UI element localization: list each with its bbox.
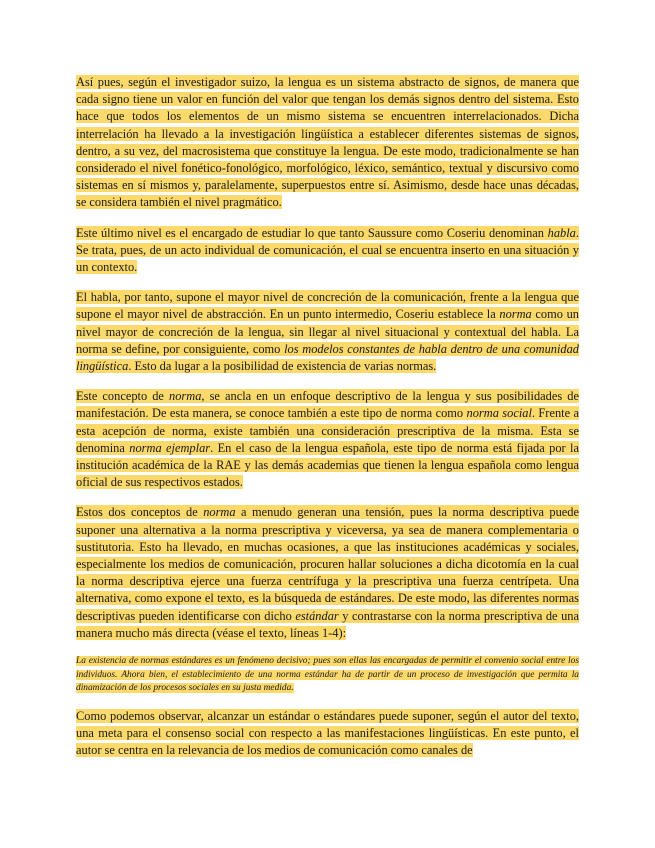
paragraph-2 xyxy=(76,225,579,277)
paragraph-text: como un nivel mayor de concreción de la lengua, sin llegar al nivel situacional y contextual del habla. La norma se define, por consiguiente, como xyxy=(76,307,579,356)
block-quote xyxy=(76,655,579,696)
paragraph-text: a menudo generan una tensión, pues la norma descriptiva puede suponer una alternativa a la norma prescriptiva y viceversa, ya sea de manera complementaria o sustitutoria. Esto ha llevado, en muchas ocasiones, a que las instituciones académicas y sociales, especialmente los medios de comunicación, procuren hallar soluciones a dicha dicotomía en la cual la norma descriptiva ejerce una fuerza centrífuga y la prescriptiva una fuerza centrípeta. Una alternativa, como expone el texto, es la búsqueda de estándares. De este modo, las diferentes normas descriptivas pueden identificarse con dicho xyxy=(76,505,580,623)
paragraph-text: Estos dos conceptos de xyxy=(76,505,204,520)
paragraph-text: . En el caso de la lengua española, este tipo de norma está fijada por la institución académica de la RAE y las demás academias que tienen la lengua española como lengua oficial de sus respectivos estados. xyxy=(76,440,579,490)
paragraph-text: . Esto da lugar a la posibilidad de existencia de varias normas. xyxy=(128,359,437,374)
paragraph-last-text: Como podemos observar, alcanzar un estándar o estándares puede suponer, según el autor del texto, una meta para el consenso social con respecto a las manifestaciones lingüísticas. En este punto, el autor se centra en la relevancia de los medios de comunicación como canales de xyxy=(76,708,579,758)
paragraph-text: , se ancla en un enfoque descriptivo de la lengua y sus posibilidades de manifestación. De esta manera, se conoce también a este tipo de norma como xyxy=(76,389,579,421)
paragraph-text: y contrastarse con la norma prescriptiva de una manera mucho más directa (véase el texto, líneas 1-4): xyxy=(76,608,579,640)
italic-term: norma xyxy=(203,505,236,520)
body-paragraphs xyxy=(76,74,579,642)
paragraph-text: Este concepto de xyxy=(76,389,170,404)
italic-term: norma xyxy=(169,389,202,404)
italic-term: norma ejemplar xyxy=(129,440,211,455)
italic-term: norma social xyxy=(466,406,532,421)
paragraph-text: . Frente a esta acepción de norma, existe también una consideración prescriptiva de la misma. Esta se denomina xyxy=(76,406,579,455)
paragraph-text: Este último nivel es el encargado de estudiar lo que tanto Saussure como Coseriu denominan xyxy=(76,225,548,240)
paragraph-4 xyxy=(76,388,579,491)
italic-term: habla xyxy=(547,225,576,240)
paragraph-text: El habla, por tanto, supone el mayor nivel de concreción de la comunicación, frente a la lengua que supone el mayor nivel de abstracción. En un punto intermedio, Coseriu establece la xyxy=(76,290,579,322)
paragraph-text: Así pues, según el investigador suizo, la lengua es un sistema abstracto de signos, de manera que cada signo tiene un valor en función del valor que tengan los demás signos dentro del sistema. Esto hace que todos los elementos de un mismo sistema se encuentren interrelacionados. Dicha interrelación ha llevado a la investigación lingüística a establecer diferentes sistemas de signos, dentro, a su vez, del macrosistema que constituye la lengua. De este modo, tradicionalmente se han considerado el nivel fonético-fonológico, morfológico, léxico, semántico, textual y discursivo como sistemas en sí mismos y, paralelamente, superpuestos entre sí. Asimismo, desde hace unas décadas, se considera también el nivel pragmático. xyxy=(76,75,579,210)
paragraph-1 xyxy=(76,74,579,212)
paragraph-3 xyxy=(76,289,579,375)
paragraph-text: . Se trata, pues, de un acto individual de comunicación, el cual se encuentra inserto en una situación y un contexto. xyxy=(76,225,579,275)
block-quote-text: La existencia de normas estándares es un fenómeno decisivo; pues son ellas las encargadas de permitir el convenio social entre los individuos. Ahora bien, el establecimiento de una norma estándar ha de partir de un proceso de investigación que permita la dinamización de los procesos sociales en su justa medida. xyxy=(76,656,579,694)
italic-term: estándar xyxy=(295,608,339,623)
paragraph-last xyxy=(76,708,579,760)
italic-term: norma xyxy=(499,307,532,322)
paragraph-5 xyxy=(76,504,579,642)
italic-term: los modelos constantes de habla dentro de una comunidad lingüística xyxy=(76,341,579,374)
